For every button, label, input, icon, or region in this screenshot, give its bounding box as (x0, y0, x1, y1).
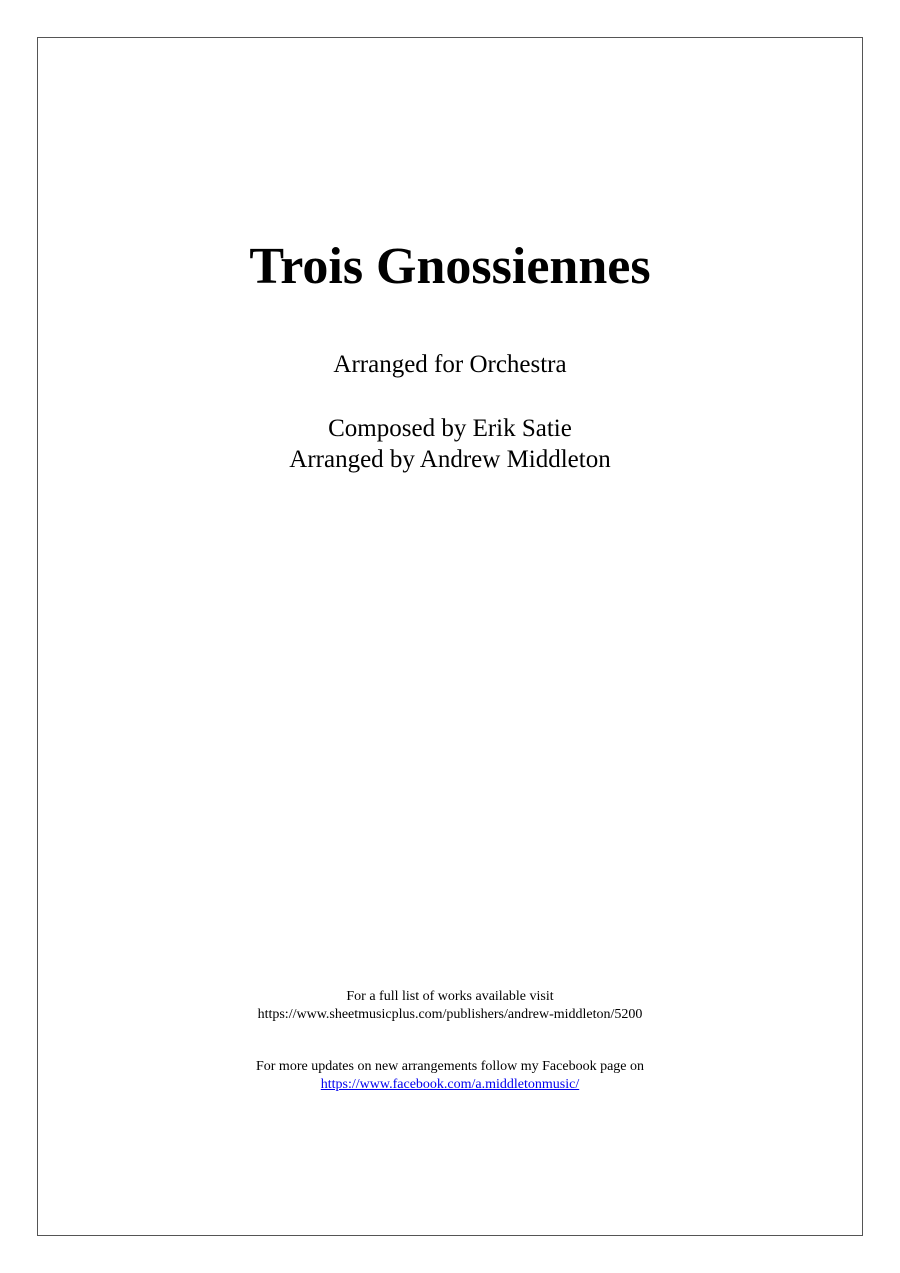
composer-credit: Composed by Erik Satie (328, 415, 572, 442)
facebook-link-container (0, 1076, 900, 1094)
works-intro-text: For a full list of works available visit (346, 989, 554, 1004)
document-title: Trois Gnossiennes (249, 238, 651, 295)
works-url-text: https://www.sheetmusicplus.com/publishers/andrew-middleton/5200 (257, 1007, 643, 1022)
document-subtitle: Arranged for Orchestra (333, 351, 567, 378)
facebook-intro-text: For more updates on new arrangements follow my Facebook page on (255, 1059, 644, 1074)
arranger-credit: Arranged by Andrew Middleton (289, 446, 611, 473)
page-border (37, 37, 863, 1236)
facebook-link[interactable]: https://www.facebook.com/a.middletonmusic/ (320, 1077, 580, 1092)
